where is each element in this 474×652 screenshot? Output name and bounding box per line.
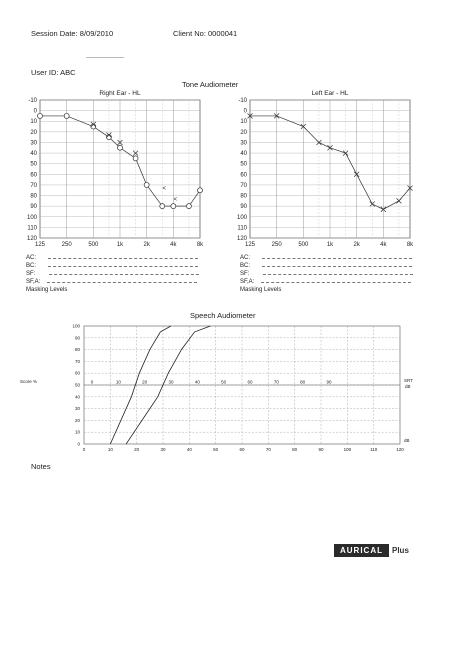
x-tick-label: 8k xyxy=(406,242,414,248)
masking-row-label: SF: xyxy=(26,271,36,277)
y-tick-label: 80 xyxy=(30,193,37,200)
x-tick-label: 250 xyxy=(61,242,72,248)
annotation-mark: < xyxy=(162,186,167,193)
audiogram-title: Right Ear - HL xyxy=(99,90,141,97)
x-tick-label: 20 xyxy=(134,447,140,452)
x-tick-label: 30 xyxy=(160,447,166,452)
x-tick-label: 60 xyxy=(239,447,245,452)
y-tick-label: 100 xyxy=(72,323,80,329)
masking-row-sfa xyxy=(26,279,197,285)
y-tick-label: 0 xyxy=(243,108,247,115)
y-tick-label: 20 xyxy=(240,129,247,136)
y-tick-label: 100 xyxy=(236,214,247,221)
y-tick-label: -10 xyxy=(238,98,247,104)
masking-row-label: BC: xyxy=(240,263,251,269)
data-point-circle xyxy=(160,204,165,209)
y-tick-label: 50 xyxy=(74,382,80,388)
y-tick-label: 40 xyxy=(74,394,80,400)
data-point-circle xyxy=(64,113,69,118)
y-tick-label: 70 xyxy=(30,182,37,189)
x-tick-label: 500 xyxy=(298,242,309,248)
y-tick-label: 50 xyxy=(30,161,37,168)
x-tick-label: 500 xyxy=(88,242,99,248)
y-tick-label: 30 xyxy=(30,140,37,147)
y-tick-label: 50 xyxy=(240,161,247,168)
data-point-circle xyxy=(38,113,43,118)
x-tick-label: 80 xyxy=(292,447,298,452)
y-tick-label: 110 xyxy=(237,225,247,232)
client-number: Client No: 0000041 xyxy=(173,29,238,38)
x-tick-label: 50 xyxy=(213,447,219,452)
x-tick-label: 2k xyxy=(143,242,150,248)
right-ear-audiogram xyxy=(12,86,212,251)
inline-x-label: 40 xyxy=(194,379,200,385)
data-point-circle xyxy=(144,182,149,187)
inline-x-label: 0 xyxy=(90,379,94,385)
masking-row-sf xyxy=(26,271,199,277)
x-tick-label: 1k xyxy=(116,242,124,248)
y-tick-label: 60 xyxy=(240,172,247,179)
masking-row-sfa-left xyxy=(240,279,411,285)
session-date: Session Date: 8/09/2010 xyxy=(31,29,114,38)
inline-x-label: 70 xyxy=(273,379,279,385)
srt-db-label: dB xyxy=(405,384,411,389)
y-tick-label: 60 xyxy=(30,172,37,179)
speech-audiometer-title: Speech Audiometer xyxy=(190,311,256,320)
y-tick-label: 20 xyxy=(74,417,80,423)
y-tick-label: 30 xyxy=(74,406,80,412)
srt-label: SRT xyxy=(404,378,413,383)
y-tick-label: 10 xyxy=(240,119,247,126)
y-tick-label: 40 xyxy=(240,151,247,158)
inline-x-label: 60 xyxy=(247,379,253,385)
y-tick-label: 10 xyxy=(74,429,80,435)
y-tick-label: 100 xyxy=(26,214,37,221)
inline-x-label: 80 xyxy=(300,379,306,385)
x-tick-label: 40 xyxy=(186,447,192,452)
y-tick-label: -10 xyxy=(28,98,37,104)
x-tick-label: 8k xyxy=(196,242,204,248)
aurical-logo xyxy=(334,544,409,557)
masking-row-label: SF,A: xyxy=(26,279,41,285)
y-tick-label: 90 xyxy=(30,204,37,211)
x-tick-label: 90 xyxy=(318,447,324,452)
inline-x-label: 90 xyxy=(326,379,332,385)
inline-x-label: 20 xyxy=(142,379,148,385)
speech-audiometer-chart xyxy=(14,318,434,458)
y-tick-label: 120 xyxy=(26,236,37,242)
masking-row-label: AC: xyxy=(26,255,37,261)
y-tick-label: 70 xyxy=(240,182,247,189)
masking-row-label: AC: xyxy=(240,255,251,261)
data-point-circle xyxy=(171,204,176,209)
x-tick-label: 110 xyxy=(370,447,378,452)
x-tick-label: 250 xyxy=(271,242,282,248)
data-point-circle xyxy=(186,204,191,209)
x-tick-label: 0 xyxy=(82,447,86,452)
x-tick-label: 120 xyxy=(396,447,404,452)
inline-x-label: 50 xyxy=(221,379,227,385)
x-tick-label: 125 xyxy=(34,242,46,248)
y-tick-label: 60 xyxy=(74,370,80,376)
masking-row-bc-left xyxy=(240,263,412,269)
data-point-circle xyxy=(118,145,123,150)
x-axis-label: dB xyxy=(404,438,410,443)
masking-row-ac-left xyxy=(240,255,412,261)
masking-row-bc xyxy=(26,263,198,269)
masking-row-label: BC: xyxy=(26,263,37,269)
y-tick-label: 80 xyxy=(74,347,80,353)
masking-row-sf-left xyxy=(240,271,413,277)
x-tick-label: 4k xyxy=(170,242,177,248)
notes-label: Notes xyxy=(31,462,51,471)
y-tick-label: 70 xyxy=(74,358,80,364)
data-point-circle xyxy=(133,156,138,161)
user-id: User ID: ABC xyxy=(31,68,76,77)
x-tick-label: 70 xyxy=(265,447,271,452)
y-tick-label: 0 xyxy=(77,441,80,447)
y-tick-label: 80 xyxy=(240,193,247,200)
y-tick-label: 40 xyxy=(30,151,37,158)
inline-x-label: 30 xyxy=(168,379,174,385)
y-tick-label: 20 xyxy=(30,129,37,136)
x-tick-label: 100 xyxy=(343,447,352,452)
masking-levels-label: Masking Levels xyxy=(26,287,68,293)
x-tick-label: 10 xyxy=(107,447,113,452)
tone-audiometer-title: Tone Audiometer xyxy=(182,80,239,89)
x-tick-label: 1k xyxy=(326,242,334,248)
data-point-circle xyxy=(198,188,203,193)
x-tick-label: 4k xyxy=(380,242,387,248)
redacted-line xyxy=(86,57,124,58)
y-tick-label: 110 xyxy=(27,225,37,232)
annotation-mark: < xyxy=(173,196,178,203)
y-tick-label: 120 xyxy=(236,236,247,242)
logo-suffix: Plus xyxy=(392,546,409,555)
y-tick-label: 30 xyxy=(240,140,247,147)
y-tick-label: 10 xyxy=(30,119,37,126)
y-tick-label: 90 xyxy=(240,204,247,211)
masking-levels-label-left: Masking Levels xyxy=(240,287,282,293)
x-tick-label: 2k xyxy=(353,242,360,248)
audiogram-title: Left Ear - HL xyxy=(311,90,349,97)
left-ear-audiogram xyxy=(222,86,422,251)
masking-row-ac xyxy=(26,255,198,261)
y-tick-label: 90 xyxy=(74,335,80,341)
masking-row-label: SF: xyxy=(240,271,250,277)
x-tick-label: 125 xyxy=(244,242,256,248)
y-axis-label: Score % xyxy=(20,379,38,384)
y-tick-label: 0 xyxy=(33,108,37,115)
logo-brand: AURICAL xyxy=(334,544,389,557)
inline-x-label: 10 xyxy=(115,379,121,385)
masking-row-label: SF,A: xyxy=(240,279,255,285)
